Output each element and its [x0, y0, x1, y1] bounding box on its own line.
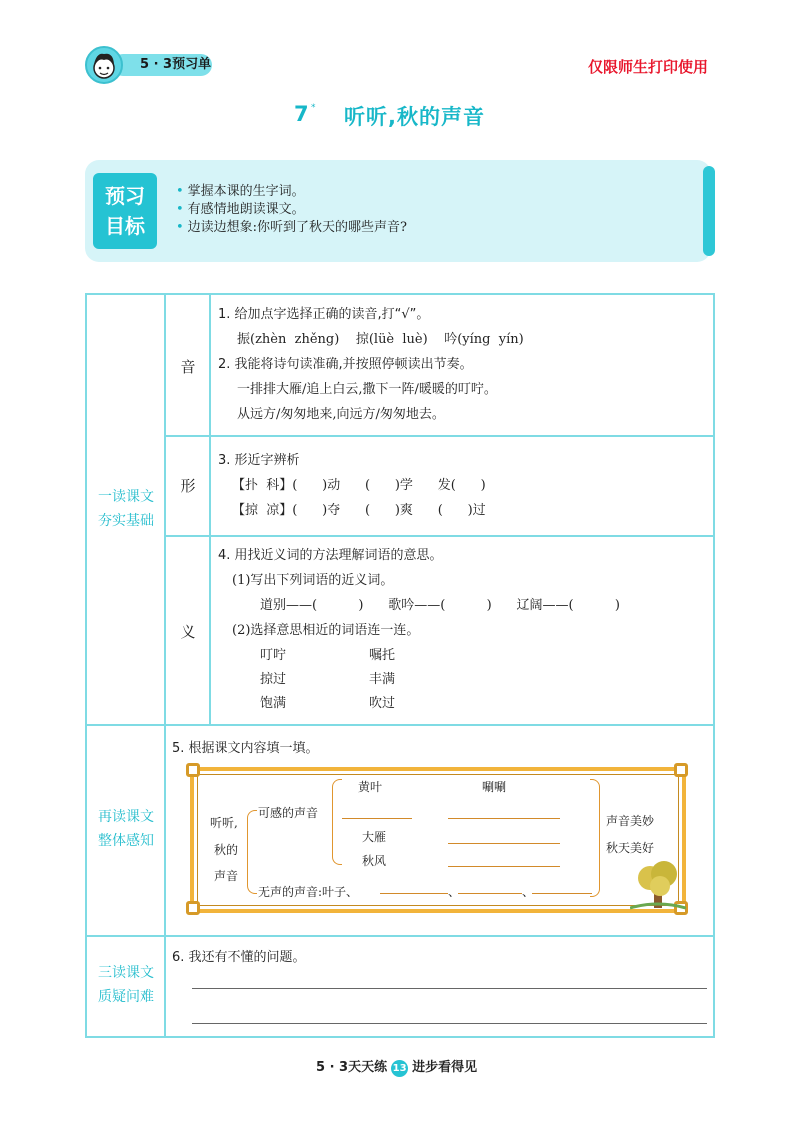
- mascot-icon: [85, 46, 123, 84]
- answer-blank: [448, 866, 560, 867]
- frame-corner: [186, 901, 200, 915]
- goals-badge: [93, 173, 157, 249]
- q3-prompt: 3. 形近字辨析: [218, 453, 300, 468]
- lesson-number: 7: [294, 102, 309, 126]
- goal-item: • 边读边想象:你听到了秋天的哪些声音?: [176, 220, 408, 235]
- diagram-sep: 、: [522, 885, 535, 899]
- print-restriction-note: 仅限师生打印使用: [588, 58, 709, 76]
- sub-label-sound: 音: [180, 358, 196, 376]
- match-right-item: 丰满: [369, 672, 396, 687]
- section-label-first-reading: 一读课文 夯实基础: [98, 489, 154, 529]
- q4-prompt: 4. 用找近义词的方法理解词语的意思。: [218, 548, 443, 563]
- frame-corner: [674, 763, 688, 777]
- footer-right: 进步看得见: [412, 1060, 478, 1075]
- worksheet-table: [85, 293, 715, 1038]
- answer-blank: [342, 818, 412, 819]
- match-left-item: 掠过: [260, 672, 287, 687]
- goals-list: [176, 183, 407, 237]
- q5-prompt: 5. 根据课文内容填一填。: [172, 741, 319, 756]
- match-left-item: 饱满: [260, 696, 287, 711]
- page-number: 13: [391, 1060, 408, 1077]
- goals-badge-line2: 目标: [105, 214, 145, 238]
- q3-row1: 【扑 科】( )动 ( )学 发( ): [232, 478, 486, 493]
- answer-blank: [458, 893, 522, 894]
- diagram-leaf3: 秋风: [362, 854, 387, 868]
- sub-label-shape: 形: [180, 477, 196, 495]
- diagram-root-line1: 听听,: [210, 816, 238, 830]
- diagram-root-line3: 声音: [214, 869, 239, 883]
- tree-icon: [630, 858, 686, 914]
- diagram-sep: 、: [448, 885, 461, 899]
- page-title: 听听,秋的声音: [344, 105, 485, 129]
- goals-panel-edge: [703, 166, 715, 256]
- writing-line[interactable]: [192, 988, 707, 989]
- q6-prompt: 6. 我还有不懂的问题。: [172, 950, 306, 965]
- q2-line2: 从远方/匆匆地来,向远方/匆匆地去。: [237, 407, 445, 422]
- frame-corner: [186, 763, 200, 777]
- goals-badge-line1: 预习: [105, 184, 145, 208]
- q1-prompt: 1. 给加点字选择正确的读音,打“√”。: [218, 307, 430, 322]
- answer-blank: [448, 843, 560, 844]
- series-badge: [112, 54, 212, 76]
- q2-line1: 一排排大雁/追上白云,撒下一阵/暖暖的叮咛。: [237, 382, 497, 397]
- match-right-item: 嘱托: [369, 648, 396, 663]
- q3-row2: 【掠 凉】( )夺 ( )爽 ( )过: [232, 503, 486, 518]
- diagram-brace: [247, 810, 257, 894]
- diagram-conclusion1: 声音美妙: [606, 814, 655, 828]
- section-label-second-reading: 再读课文 整体感知: [98, 809, 154, 849]
- diagram-leaf1: 黄叶: [358, 780, 383, 794]
- footer-left: 5 · 3天天练: [316, 1060, 388, 1075]
- q4-sub1: (1)写出下列词语的近义词。: [232, 573, 394, 588]
- answer-blank: [448, 818, 560, 819]
- sub-label-meaning: 义: [180, 623, 196, 641]
- diagram-audible: 可感的声音: [258, 806, 319, 820]
- match-right-item: 吹过: [369, 696, 396, 711]
- series-badge-text: 5 · 3预习单: [140, 57, 212, 72]
- diagram-root-line2: 秋的: [214, 843, 239, 857]
- goal-item: • 掌握本课的生字词。: [176, 184, 305, 199]
- diagram-brace: [590, 779, 600, 897]
- diagram-brace: [332, 779, 342, 865]
- diagram-leaf2: 大雁: [362, 830, 387, 844]
- q1-options: 振(zhèn zhěng) 掠(lüè luè) 吟(yíng yín): [237, 332, 524, 347]
- diagram-silent: 无声的声音:叶子、: [258, 885, 359, 899]
- q4-synonyms: 道别——( ) 歌吟——( ) 辽阔——( ): [260, 598, 620, 613]
- writing-line[interactable]: [192, 1023, 707, 1024]
- answer-blank: [380, 893, 448, 894]
- q2-prompt: 2. 我能将诗句读准确,并按照停顿读出节奏。: [218, 357, 473, 372]
- diagram-conclusion2: 秋天美好: [606, 841, 655, 855]
- footer: [316, 1056, 477, 1077]
- q4-sub2: (2)选择意思相近的词语连一连。: [232, 623, 420, 638]
- diagram-leaf1-sound: 唰唰: [482, 780, 507, 794]
- answer-blank: [532, 893, 592, 894]
- lesson-marker: *: [311, 103, 316, 113]
- section-label-third-reading: 三读课文 质疑问难: [98, 965, 154, 1005]
- match-left-item: 叮咛: [260, 648, 287, 663]
- goal-item: • 有感情地朗读课文。: [176, 202, 305, 217]
